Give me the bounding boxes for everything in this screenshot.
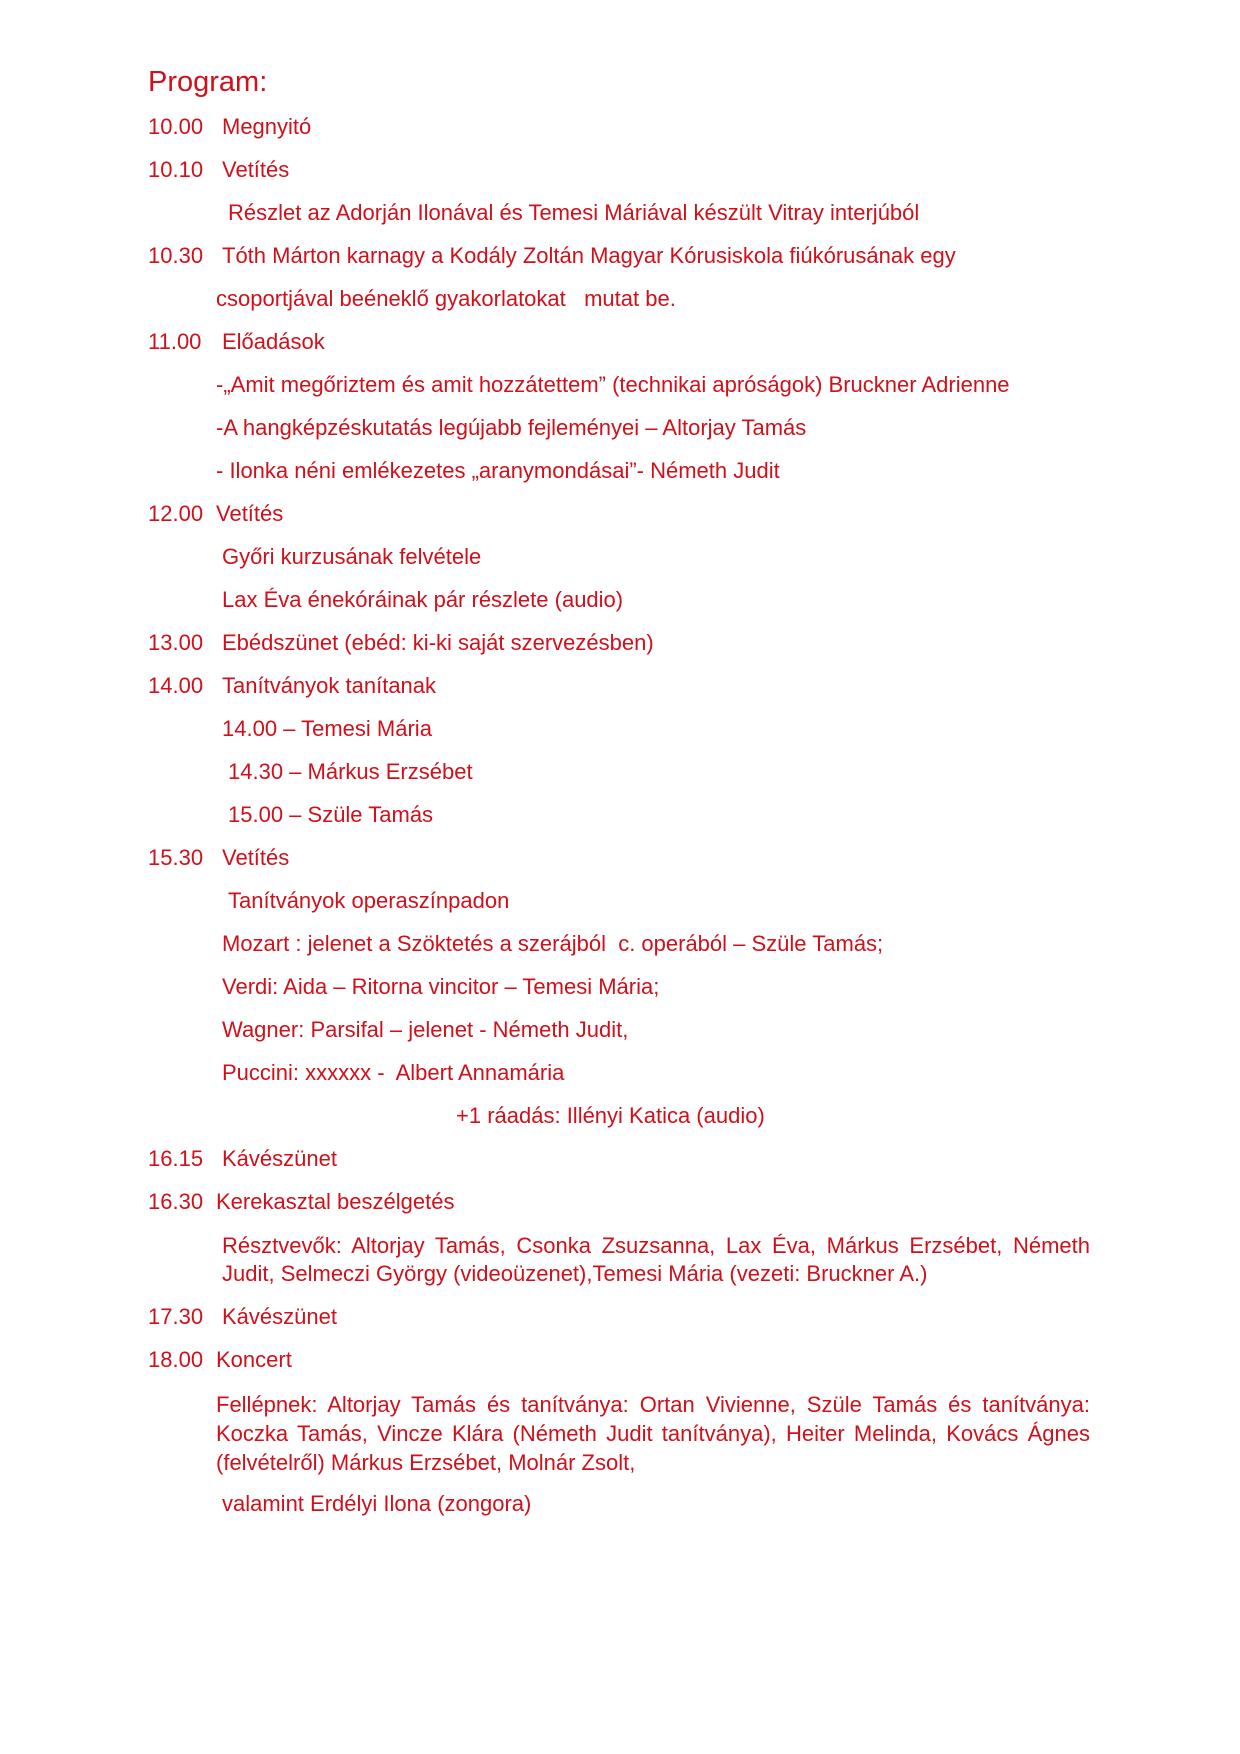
sub-item: Lax Éva énekóráinak pár részlete (audio) xyxy=(222,587,624,612)
event-label: Vetítés xyxy=(222,157,290,182)
time: 17.30 xyxy=(148,1304,204,1329)
encore-item: +1 ráadás: Illényi Katica (audio) xyxy=(456,1103,765,1128)
event-label: Kávészünet xyxy=(222,1146,337,1171)
schedule-row xyxy=(148,844,289,872)
sub-item: 15.00 – Szüle Tamás xyxy=(228,802,434,827)
schedule-row xyxy=(148,672,436,700)
schedule-row xyxy=(148,1188,454,1216)
time: 10.30 xyxy=(148,243,204,268)
schedule-row xyxy=(148,1346,292,1374)
sub-item: - Ilonka néni emlékezetes „aranymondásai”- Németh Judit xyxy=(216,458,780,483)
time: 14.00 xyxy=(148,673,204,698)
event-label: Vetítés xyxy=(222,845,290,870)
event-label: Koncert xyxy=(216,1347,292,1372)
time: 10.00 xyxy=(148,114,204,139)
schedule-row xyxy=(148,500,283,528)
performers-paragraph: Fellépnek: Altorjay Tamás és tanítványa: Ortan Vivienne, Szüle Tamás és tanítványa: Koczka Tamás, Vincze Klára (Németh Judit tanítványa), Heiter Melinda, Kovács Ágnes (felvételről) Márkus Erzsébet, Molnár Zsolt, xyxy=(216,1392,1090,1475)
time: 16.15 xyxy=(148,1146,204,1171)
sub-item: 14.00 – Temesi Mária xyxy=(222,716,432,741)
schedule-row xyxy=(148,328,325,356)
participants-paragraph: Résztvevők: Altorjay Tamás, Csonka Zsuzsanna, Lax Éva, Márkus Erzsébet, Németh Judit, Selmeczi György (videoüzenet),Temesi Mária (vezeti: Bruckner A.) xyxy=(222,1233,1090,1286)
schedule-row xyxy=(148,629,654,657)
schedule-row xyxy=(148,1145,337,1173)
schedule-row xyxy=(148,156,289,184)
event-label: Vetítés xyxy=(216,501,284,526)
sub-item: Győri kurzusának felvétele xyxy=(222,544,482,569)
schedule-row xyxy=(148,1303,337,1331)
sub-item: Mozart : jelenet a Szöktetés a szerájból c. operából – Szüle Tamás; xyxy=(222,931,884,956)
event-label: Megnyitó xyxy=(222,114,312,139)
time: 11.00 xyxy=(148,329,202,354)
event-label: Ebédszünet (ebéd: ki-ki saját szervezésben) xyxy=(222,630,654,655)
time: 16.30 xyxy=(148,1189,204,1214)
sub-item: 14.30 – Márkus Erzsébet xyxy=(228,759,473,784)
sub-item: -A hangképzéskutatás legújabb fejleményei – Altorjay Tamás xyxy=(216,415,807,440)
event-label: Tanítványok tanítanak xyxy=(222,673,437,698)
event-label: Kávészünet xyxy=(222,1304,337,1329)
time: 12.00 xyxy=(148,501,204,526)
page-title: Program: xyxy=(148,66,268,98)
sub-item: Tanítványok operaszínpadon xyxy=(228,888,510,913)
sub-item: Puccini: xxxxxx - Albert Annamária xyxy=(222,1060,565,1085)
time: 18.00 xyxy=(148,1347,204,1372)
sub-item: Verdi: Aida – Ritorna vincitor – Temesi Mária; xyxy=(222,974,660,999)
event-label: Kerekasztal beszélgetés xyxy=(216,1189,455,1214)
sub-item: Részlet az Adorján Ilonával és Temesi Máriával készült Vitray interjúból xyxy=(228,200,920,225)
closing-line: valamint Erdélyi Ilona (zongora) xyxy=(222,1491,532,1516)
time: 13.00 xyxy=(148,630,204,655)
time: 10.10 xyxy=(148,157,204,182)
sub-item: Wagner: Parsifal – jelenet - Németh Judit, xyxy=(222,1017,629,1042)
schedule-row xyxy=(148,242,956,270)
event-label-continuation: csoportjával beéneklő gyakorlatokat mutat be. xyxy=(216,286,676,311)
event-label: Előadások xyxy=(222,329,325,354)
time: 15.30 xyxy=(148,845,204,870)
schedule-row xyxy=(148,113,311,141)
event-label: Tóth Márton karnagy a Kodály Zoltán Magyar Kórusiskola fiúkórusának egy xyxy=(222,243,956,268)
sub-item: -„Amit megőriztem és amit hozzátettem” (technikai apróságok) Bruckner Adrienne xyxy=(216,372,1010,397)
